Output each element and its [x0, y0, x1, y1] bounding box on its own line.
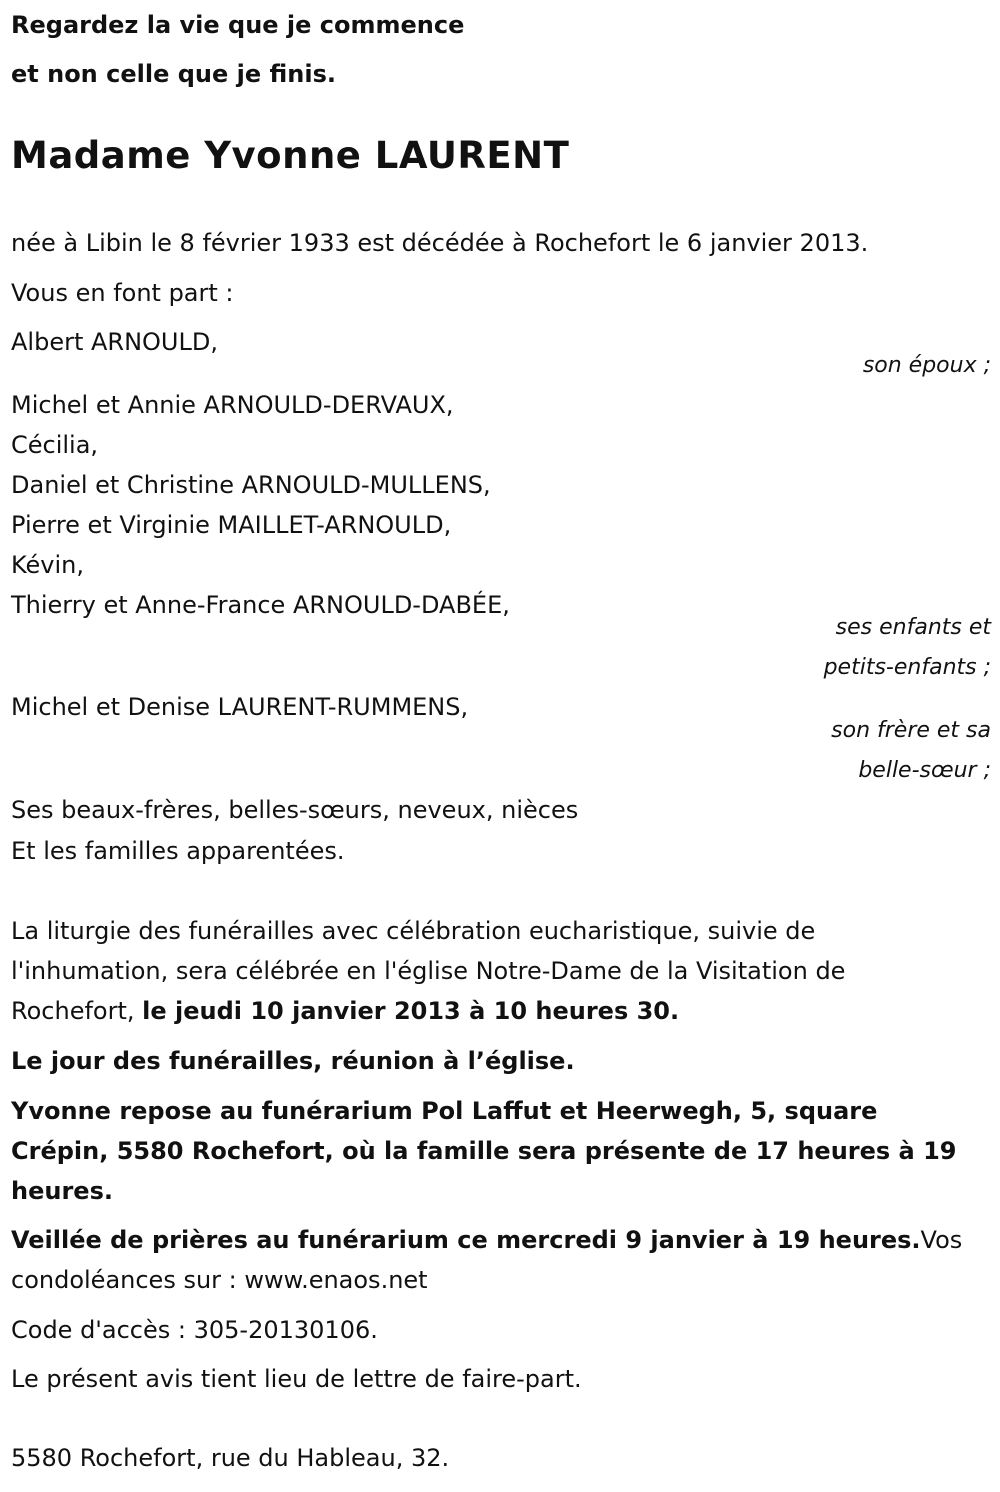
repose-line-2: Crépin, 5580 Rochefort, où la famille sera présente de 17 heures à 19 — [11, 1137, 957, 1165]
spouse-name: Albert ARNOULD, — [11, 328, 218, 356]
repose-line-1: Yvonne repose au funérarium Pol Laffut et Heerwegh, 5, square — [11, 1097, 878, 1125]
child-4: Pierre et Virginie MAILLET-ARNOULD, — [11, 511, 452, 539]
condolences-line: condoléances sur : www.enaos.net — [11, 1266, 428, 1294]
funeral-line-1: La liturgie des funérailles avec célébration eucharistique, suivie de — [11, 917, 816, 945]
sibling-relation-line-2: belle-sœur ; — [858, 758, 991, 783]
other-relatives-line-2: Et les familles apparentées. — [11, 837, 345, 865]
funeral-date-time: le jeudi 10 janvier 2013 à 10 heures 30. — [142, 997, 680, 1025]
child-1: Michel et Annie ARNOULD-DERVAUX, — [11, 391, 454, 419]
deceased-name: Madame Yvonne LAURENT — [11, 134, 570, 177]
child-2: Cécilia, — [11, 431, 99, 459]
notice-statement: Le présent avis tient lieu de lettre de faire-part. — [11, 1365, 582, 1393]
announce-intro: Vous en font part : — [11, 279, 234, 307]
children-relation-line-2: petits-enfants ; — [823, 655, 991, 680]
child-5: Kévin, — [11, 551, 85, 579]
epigraph-line-2: et non celle que je finis. — [11, 60, 336, 88]
condolences-lead: Vos — [920, 1226, 963, 1254]
epigraph-line-1: Regardez la vie que je commence — [11, 11, 465, 39]
sibling-name: Michel et Denise LAURENT-RUMMENS, — [11, 693, 469, 721]
other-relatives-line-1: Ses beaux-frères, belles-sœurs, neveux, nièces — [11, 796, 579, 824]
meeting-notice: Le jour des funérailles, réunion à l’église. — [11, 1047, 575, 1075]
vigil-notice: Veillée de prières au funérarium ce mercredi 9 janvier à 19 heures. — [11, 1226, 921, 1254]
funeral-location-suffix: Rochefort, — [11, 997, 143, 1025]
child-6: Thierry et Anne-France ARNOULD-DABÉE, — [11, 591, 510, 619]
funeral-line-2: l'inhumation, sera célébrée en l'église Notre-Dame de la Visitation de — [11, 957, 846, 985]
access-code: Code d'accès : 305-20130106. — [11, 1316, 378, 1344]
repose-line-3: heures. — [11, 1177, 113, 1205]
children-relation-line-1: ses enfants et — [835, 615, 991, 640]
birth-death-line: née à Libin le 8 février 1933 est décédée à Rochefort le 6 janvier 2013. — [11, 229, 869, 257]
spouse-relation: son époux ; — [862, 353, 991, 378]
child-3: Daniel et Christine ARNOULD-MULLENS, — [11, 471, 491, 499]
sibling-relation-line-1: son frère et sa — [831, 718, 991, 743]
funeral-line-3 — [11, 996, 679, 1026]
family-address: 5580 Rochefort, rue du Hableau, 32. — [11, 1444, 450, 1472]
vigil-line — [11, 1225, 962, 1255]
